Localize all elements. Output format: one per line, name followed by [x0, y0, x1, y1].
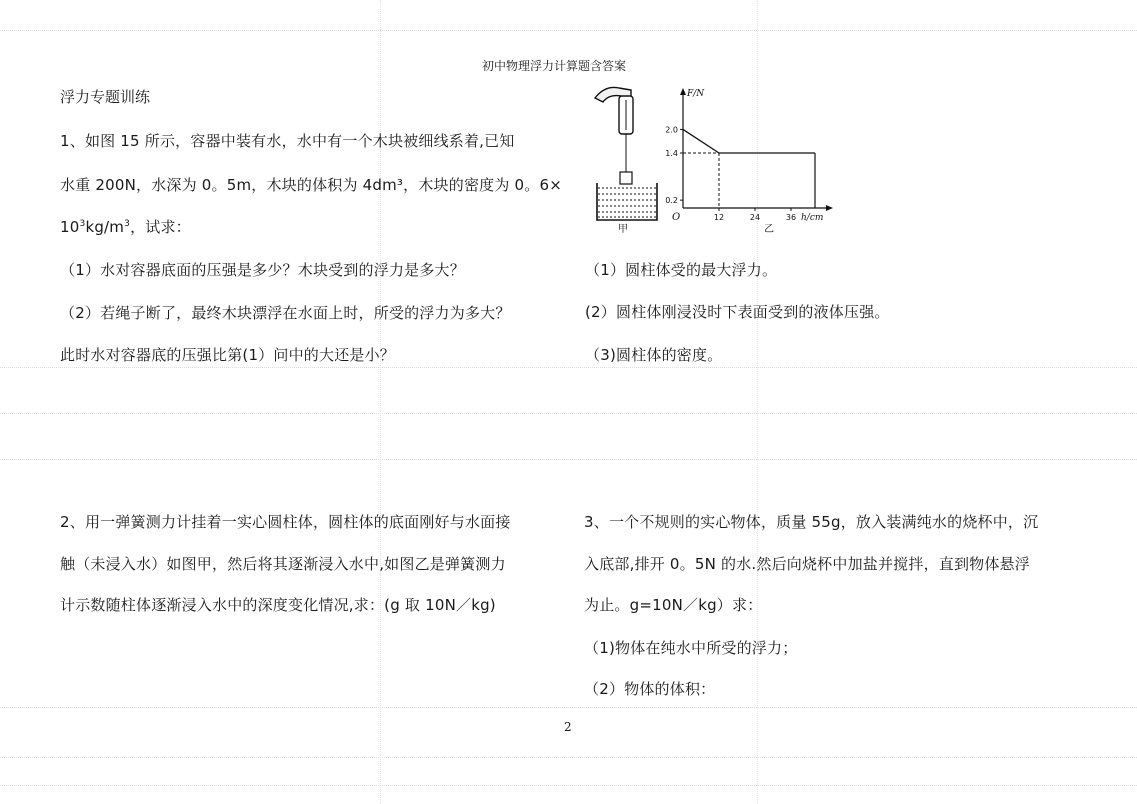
q1-line-2: 水重 200N，水深为 0。5m，木块的体积为 4dm³，木块的密度为 0。6×	[60, 176, 562, 194]
q1-line-3-unit: kg/m	[85, 218, 125, 236]
q2-figure-svg	[583, 80, 838, 238]
ruling-line	[0, 367, 1137, 368]
ruling-line	[0, 413, 1137, 414]
x-tick-label: 24	[749, 213, 761, 222]
series-line-force	[683, 129, 815, 153]
force-depth-chart	[665, 88, 833, 223]
y-tick-label: 0.2	[665, 196, 678, 206]
figure-label-right: 乙	[764, 224, 774, 235]
page-header-title: 初中物理浮力计算题含答案	[482, 59, 627, 73]
page-number: 2	[564, 720, 572, 734]
x-tick-label: 36	[785, 213, 797, 222]
q2-sub-1: （1）圆柱体受的最大浮力。	[585, 261, 778, 279]
q1-line-3	[60, 216, 191, 237]
q3-sub-1: （1)物体在纯水中所受的浮力；	[584, 639, 798, 657]
ruling-line	[0, 707, 1137, 708]
q3-line-3: 为止。g=10N／kg）求：	[584, 596, 763, 614]
q2-line-2: 触（未浸入水）如图甲，然后将其逐渐浸入水中,如图乙是弹簧测力	[60, 555, 506, 573]
y-tick-label: 1.4	[665, 149, 678, 158]
y-tick-label: 2.0	[665, 125, 678, 135]
ruling-line	[0, 30, 1137, 31]
ruling-line	[0, 757, 1137, 758]
q1-line-3-tail: ，试求：	[130, 218, 191, 236]
q2-line-3: 计示数随柱体逐渐浸入水中的深度变化情况,求：(g 取 10N／kg)	[60, 596, 496, 614]
origin-label: O	[672, 212, 681, 223]
x-axis-label: h/cm	[801, 213, 824, 223]
q1-sub-2-continued: 此时水对容器底的压强比第(1）问中的大还是小？	[60, 346, 395, 364]
q2-sub-2: (2）圆柱体刚浸没时下表面受到的液体压强。	[585, 303, 890, 321]
q1-line-3-sup-exp: 3	[79, 219, 86, 229]
ruling-line	[380, 0, 381, 804]
q2-sub-3: （3)圆柱体的密度。	[585, 346, 723, 364]
q1-line-1: 1、如图 15 所示，容器中装有水，水中有一个木块被细线系着,已知	[60, 132, 515, 150]
q1-sub-2: （2）若绳子断了，最终木块漂浮在水面上时，所受的浮力为多大？	[60, 304, 511, 322]
ruling-line	[0, 459, 1137, 460]
q1-line-3-sup-unit: 3	[124, 219, 131, 229]
ruling-line	[0, 785, 1137, 786]
figure-label-left: 甲	[618, 224, 628, 235]
y-axis-arrow	[680, 88, 686, 95]
q1-sub-1: （1）水对容器底面的压强是多少？木块受到的浮力是多大？	[60, 261, 465, 279]
x-axis-arrow	[826, 205, 833, 211]
q2-line-1: 2、用一弹簧测力计挂着一实心圆柱体，圆柱体的底面刚好与水面接	[60, 513, 511, 531]
q3-line-1: 3、一个不规则的实心物体，质量 55g，放入装满纯水的烧杯中，沉	[584, 513, 1039, 531]
y-axis-label: F/N	[687, 89, 705, 99]
q3-sub-2: （2）物体的体积：	[584, 680, 716, 698]
spring-scale-apparatus	[595, 87, 657, 220]
q3-line-2: 入底部,排开 0。5N 的水.然后向烧杯中加盐并搅拌，直到物体悬浮	[584, 555, 1030, 573]
section-title: 浮力专题训练	[60, 88, 151, 106]
q1-line-3-number: 10	[60, 218, 80, 236]
q2-figure	[583, 80, 838, 238]
x-tick-label: 12	[713, 213, 725, 222]
